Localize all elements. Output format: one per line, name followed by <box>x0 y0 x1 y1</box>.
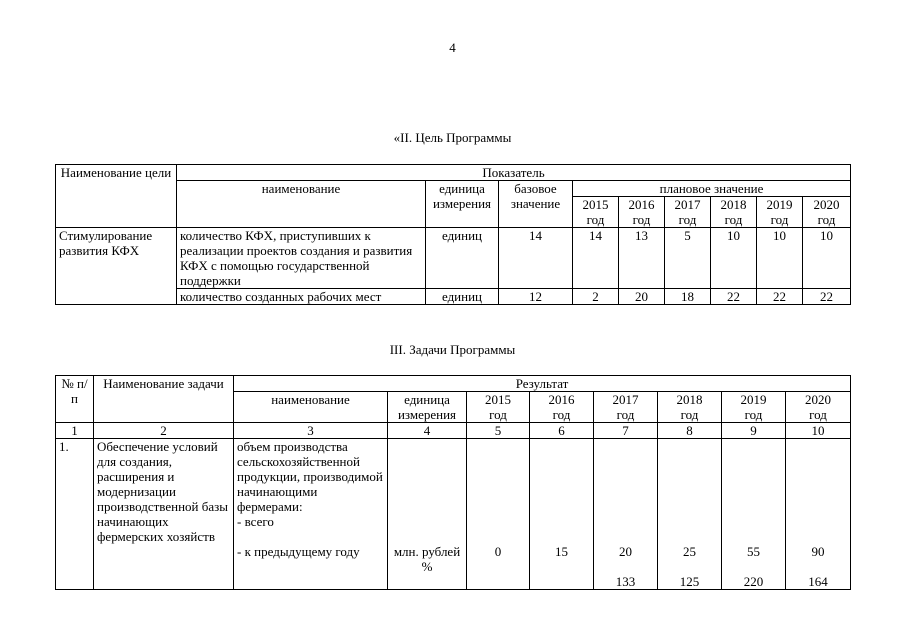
header-result: Результат <box>234 376 851 392</box>
goal-name-cell: Стимулирование развития КФХ <box>56 228 177 305</box>
unit-cell: единиц <box>426 289 499 305</box>
value-cell: 22 <box>711 289 757 305</box>
page-number: 4 <box>449 40 456 55</box>
indicator-text: объем производства сельскохозяйственной продукции, производимой начинающими фермерами: <box>237 439 383 514</box>
indicator-name-cell <box>234 439 388 590</box>
header-planned: плановое значение <box>573 181 851 197</box>
col-number: 10 <box>786 423 851 439</box>
header-name: наименование <box>234 392 388 423</box>
header-year-2016: 2016 год <box>530 392 594 423</box>
col-number: 8 <box>658 423 722 439</box>
value-cell: 14 <box>573 228 619 289</box>
header-indicator: Показатель <box>177 165 851 181</box>
value-cell: 10 <box>711 228 757 289</box>
unit-prev: % <box>421 559 433 574</box>
indicator-name-cell: количество созданных рабочих мест <box>177 289 426 305</box>
value-cell: 10 <box>803 228 851 289</box>
unit-cell: единиц <box>426 228 499 289</box>
header-year-2018: 2018 год <box>711 197 757 228</box>
base-cell: 12 <box>499 289 573 305</box>
value-cell: 55 220 <box>722 439 786 590</box>
goal-table <box>55 164 851 305</box>
value-cell: 0 <box>467 439 530 590</box>
indicator-name-cell: количество КФХ, приступивших к реализации проектов создания и развития КФХ с помощью государственной поддержки <box>177 228 426 289</box>
table-row <box>56 228 851 289</box>
col-number: 6 <box>530 423 594 439</box>
header-num: № п/п <box>56 376 94 423</box>
header-year-2015: 2015 год <box>467 392 530 423</box>
value-cell: 18 <box>665 289 711 305</box>
header-goal-name: Наименование цели <box>56 165 177 228</box>
col-number: 3 <box>234 423 388 439</box>
sub-prev-label: - к предыдущему году <box>237 544 360 559</box>
section-2-title: «II. Цель Программы <box>393 130 512 145</box>
header-year-2018: 2018 год <box>658 392 722 423</box>
section-3-title: III. Задачи Программы <box>389 342 516 357</box>
col-number: 2 <box>94 423 234 439</box>
value-cell: 22 <box>803 289 851 305</box>
value-cell: 20 133 <box>594 439 658 590</box>
header-name: наименование <box>177 181 426 228</box>
base-cell: 14 <box>499 228 573 289</box>
header-base: базовое значение <box>499 181 573 228</box>
col-number: 5 <box>467 423 530 439</box>
value-cell: 5 <box>665 228 711 289</box>
header-unit: единица измерения <box>388 392 467 423</box>
col-number: 4 <box>388 423 467 439</box>
unit-cell <box>388 439 467 590</box>
value-cell: 10 <box>757 228 803 289</box>
col-number: 7 <box>594 423 658 439</box>
value-cell: 22 <box>757 289 803 305</box>
header-year-2020: 2020 год <box>803 197 851 228</box>
header-year-2015: 2015 год <box>573 197 619 228</box>
task-name-cell: Обеспечение условий для создания, расширения и модернизации производственной базы начинающих фермерских хозяйств <box>94 439 234 590</box>
col-number: 9 <box>722 423 786 439</box>
tasks-table <box>55 375 851 590</box>
row-number-cell: 1. <box>56 439 94 590</box>
header-year-2016: 2016 год <box>619 197 665 228</box>
column-number-row <box>56 423 851 439</box>
value-cell: 2 <box>573 289 619 305</box>
value-cell: 13 <box>619 228 665 289</box>
header-year-2019: 2019 год <box>757 197 803 228</box>
table-row <box>56 439 851 590</box>
header-year-2017: 2017 год <box>665 197 711 228</box>
value-cell: 20 <box>619 289 665 305</box>
value-cell: 15 <box>530 439 594 590</box>
col-number: 1 <box>56 423 94 439</box>
unit-total: млн. рублей <box>393 544 461 559</box>
header-unit: единица измерения <box>426 181 499 228</box>
header-task-name: Наименование задачи <box>94 376 234 423</box>
header-year-2017: 2017 год <box>594 392 658 423</box>
value-cell: 90 164 <box>786 439 851 590</box>
header-year-2020: 2020 год <box>786 392 851 423</box>
sub-total-label: - всего <box>237 514 274 529</box>
header-year-2019: 2019 год <box>722 392 786 423</box>
value-cell: 25 125 <box>658 439 722 590</box>
